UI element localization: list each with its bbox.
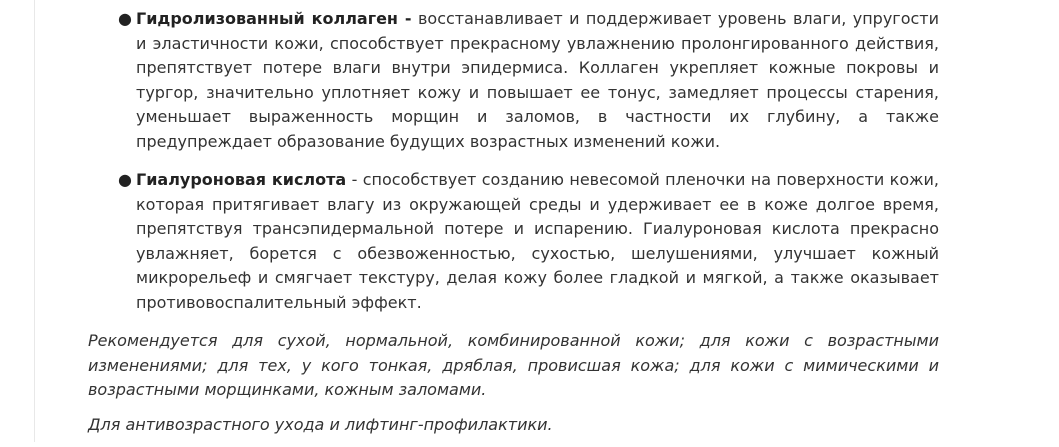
ingredient-hyaluronic-acid — [88, 168, 939, 315]
ingredient-term: Гидролизованный коллаген - — [136, 9, 412, 28]
bullet-icon: ● — [118, 9, 132, 28]
bullet-icon: ● — [118, 170, 132, 189]
ingredient-term: Гиалуроновая кислота — [136, 170, 347, 189]
ingredient-description: восстанавливает и поддерживает уровень влаги, упругости и эластичности кожи, способствует прекрасному увлажнению пролонгированного действия, препятствует потере влаги внутри эпидермиса. Коллаген укрепляет кожные покровы и тургор, значительно уплотняет кожу и повышает ее тонус, замедляет процессы старения, уменьшает выраженность морщин и заломов, в частности их глубину, а также предупреждает образование будущих возрастных изменений кожи. — [136, 9, 939, 151]
purpose-text: Для антивозрастного ухода и лифтинг-профилактики. — [88, 414, 553, 434]
ingredient-list — [88, 7, 939, 315]
ingredient-collagen — [88, 7, 939, 154]
ingredient-description: - способствует созданию невесомой пленочки на поверхности кожи, которая притягивает влагу из окружающей среды и удерживает ее в коже долгое время, препятствуя трансэпидермальной потере и испарению. Гиалуроновая кислота прекрасно увлажняет, борется с обезвоженностью, сухостью, шелушениями, улучшает кожный микрорельеф и смягчает текстуру, делая кожу более гладкой и мягкой, а также оказывает противовоспалительный эффект. — [136, 170, 940, 312]
left-border-rule — [34, 0, 35, 442]
product-description — [88, 7, 939, 447]
recommendation-text: Рекомендуется для сухой, нормальной, комбинированной кожи; для кожи с возрастными изменениями; для тех, у кого тонкая, дряблая, провисшая кожа; для кожи с мимическими и возрастными морщинками, кожным заломами. — [88, 331, 939, 399]
